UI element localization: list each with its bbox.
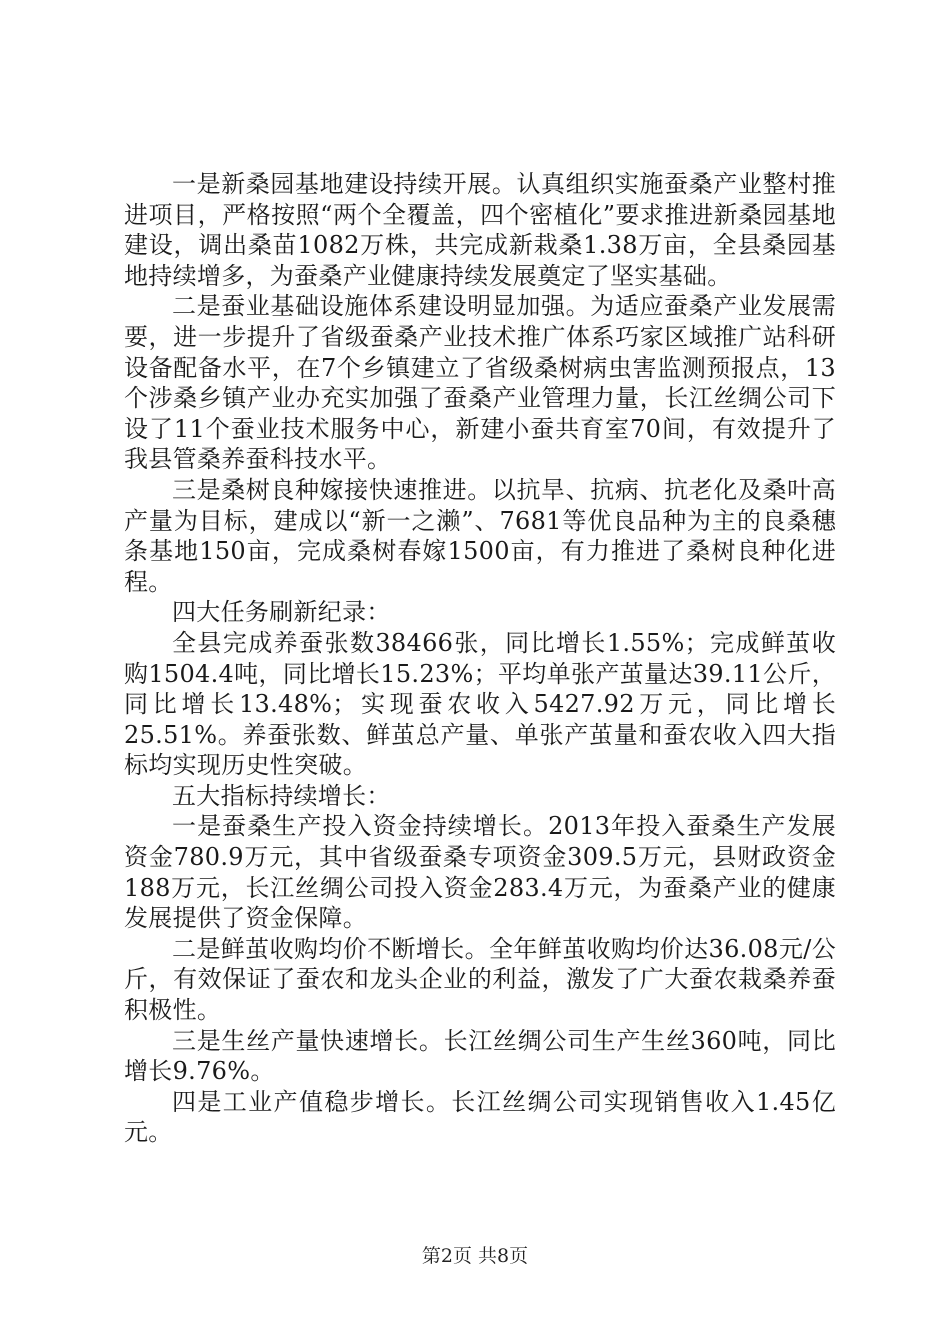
paragraph-cocoon-price-growth: 二是鲜茧收购均价不断增长。全年鲜茧收购均价达36.08元/公斤，有效保证了蚕农和龙头企业的利益，激发了广大蚕农栽桑养蚕积极性。 [124, 934, 836, 1025]
heading-five-indicators: 五大指标持续增长： [172, 781, 391, 810]
paragraph-mulberry-grafting: 三是桑树良种嫁接快速推进。以抗旱、抗病、抗老化及桑叶高产量为目标，建成以“新一之濑”、7681等优良品种为主的良桑穗条基地150亩，完成桑树春嫁1500亩，有力推进了桑树良种化进程。 [124, 475, 836, 596]
paragraph-sericulture-infrastructure: 二是蚕业基础设施体系建设明显加强。为适应蚕桑产业发展需要，进一步提升了省级蚕桑产业技术推广体系巧家区域推广站科研设备配备水平，在7个乡镇建立了省级桑树病虫害监测预报点，13个涉桑乡镇产业办充实加强了蚕桑产业管理力量，长江丝绸公司下设了11个蚕业技术服务中心，新建小蚕共育室70间，有效提升了我县管桑养蚕科技水平。 [124, 292, 836, 474]
paragraph-investment-growth: 一是蚕桑生产投入资金持续增长。2013年投入蚕桑生产发展资金780.9万元，其中省级蚕桑专项资金309.5万元，县财政资金188万元，长江丝绸公司投入资金283.4万元，为蚕桑产业的健康发展提供了资金保障。 [124, 812, 836, 933]
paragraph-industrial-output: 四是工业产值稳步增长。长江丝绸公司实现销售收入1.45亿元。 [124, 1087, 836, 1147]
paragraph-raw-silk-output: 三是生丝产量快速增长。长江丝绸公司生产生丝360吨，同比增长9.76%。 [124, 1026, 836, 1086]
paragraph-four-tasks-details: 全县完成养蚕张数38466张，同比增长1.55%；完成鲜茧收购1504.4吨，同比增长15.23%；平均单张产茧量达39.11公斤，同比增长13.48%；实现蚕农收入5427.92万元，同比增长25.51%。养蚕张数、鲜茧总产量、单张产茧量和蚕农收入四大指标均实现历史性突破。 [124, 628, 836, 780]
heading-four-tasks: 四大任务刷新纪录： [172, 598, 391, 627]
document-body [124, 169, 836, 1148]
paragraph-new-mulberry-base: 一是新桑园基地建设持续开展。认真组织实施蚕桑产业整村推进项目，严格按照“两个全覆盖，四个密植化”要求推进新桑园基地建设，调出桑苗1082万株，共完成新栽桑1.38万亩，全县桑园基地持续增多，为蚕桑产业健康持续发展奠定了坚实基础。 [124, 170, 836, 290]
page-number-footer: 第2页 共8页 [421, 1245, 529, 1267]
